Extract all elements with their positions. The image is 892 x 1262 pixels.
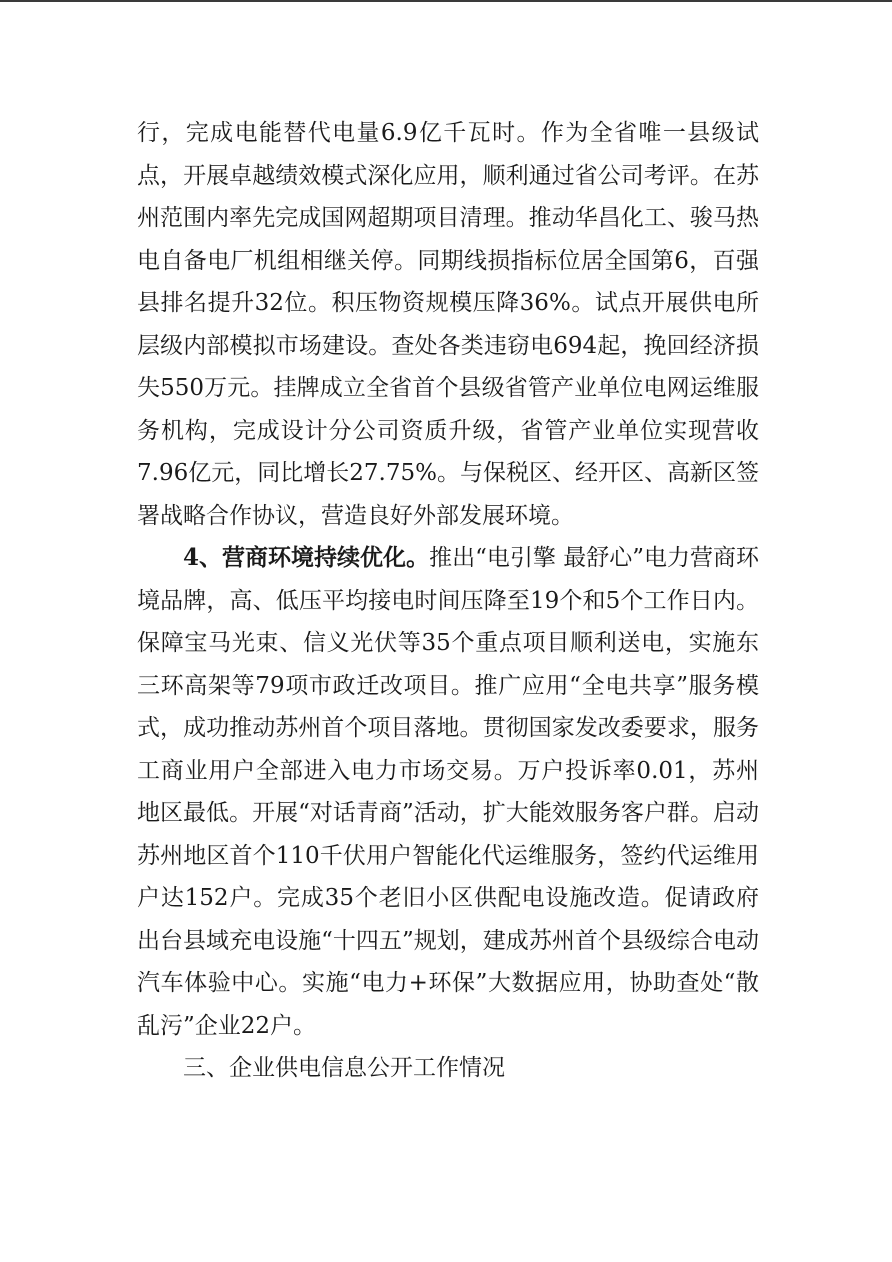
paragraph-continued: [137, 112, 759, 537]
section-heading: 三、企业供电信息公开工作情况: [183, 1055, 505, 1081]
paragraph-text: 推出“电引擎 最舒心”电力营商环境品牌，高、低压平均接电时间压降至19个和5个工作日内。保障宝马光束、信义光伏等35个重点项目顺利送电，实施东三环高架等79项市政迁改项目。推广应用“全电共享”服务模式，成功推动苏州首个项目落地。贯彻国家发改委要求，服务工商业用户全部进入电力市场交易。万户投诉率0.01，苏州地区最低。开展“对话青商”活动，扩大能效服务客户群。启动苏州地区首个110千伏用户智能化代运维服务，签约代运维用户达152户。完成35个老旧小区供配电设施改造。促请政府出台县域充电设施“十四五”规划，建成苏州首个县级综合电动汽车体验中心。实施“电力+环保”大数据应用，协助查处“散乱污”企业22户。: [137, 545, 759, 1039]
top-border-line: [0, 0, 892, 2]
document-body: [137, 112, 759, 1090]
paragraph-text: 行，完成电能替代电量6.9亿千瓦时。作为全省唯一县级试点，开展卓越绩效模式深化应用，顺利通过省公司考评。在苏州范围内率先完成国网超期项目清理。推动华昌化工、骏马热电自备电厂机组相继关停。同期线损指标位居全国第6，百强县排名提升32位。积压物资规模压降36%。试点开展供电所层级内部模拟市场建设。查处各类违窃电694起，挽回经济损失550万元。挂牌成立全省首个县级省管产业单位电网运维服务机构，完成设计分公司资质升级，省管产业单位实现营收7.96亿元，同比增长27.75%。与保税区、经开区、高新区签署战略合作协议，营造良好外部发展环境。: [137, 120, 759, 529]
paragraph-business-environment: [137, 537, 759, 1047]
paragraph-lead-heading: 4、营商环境持续优化。: [183, 544, 430, 571]
